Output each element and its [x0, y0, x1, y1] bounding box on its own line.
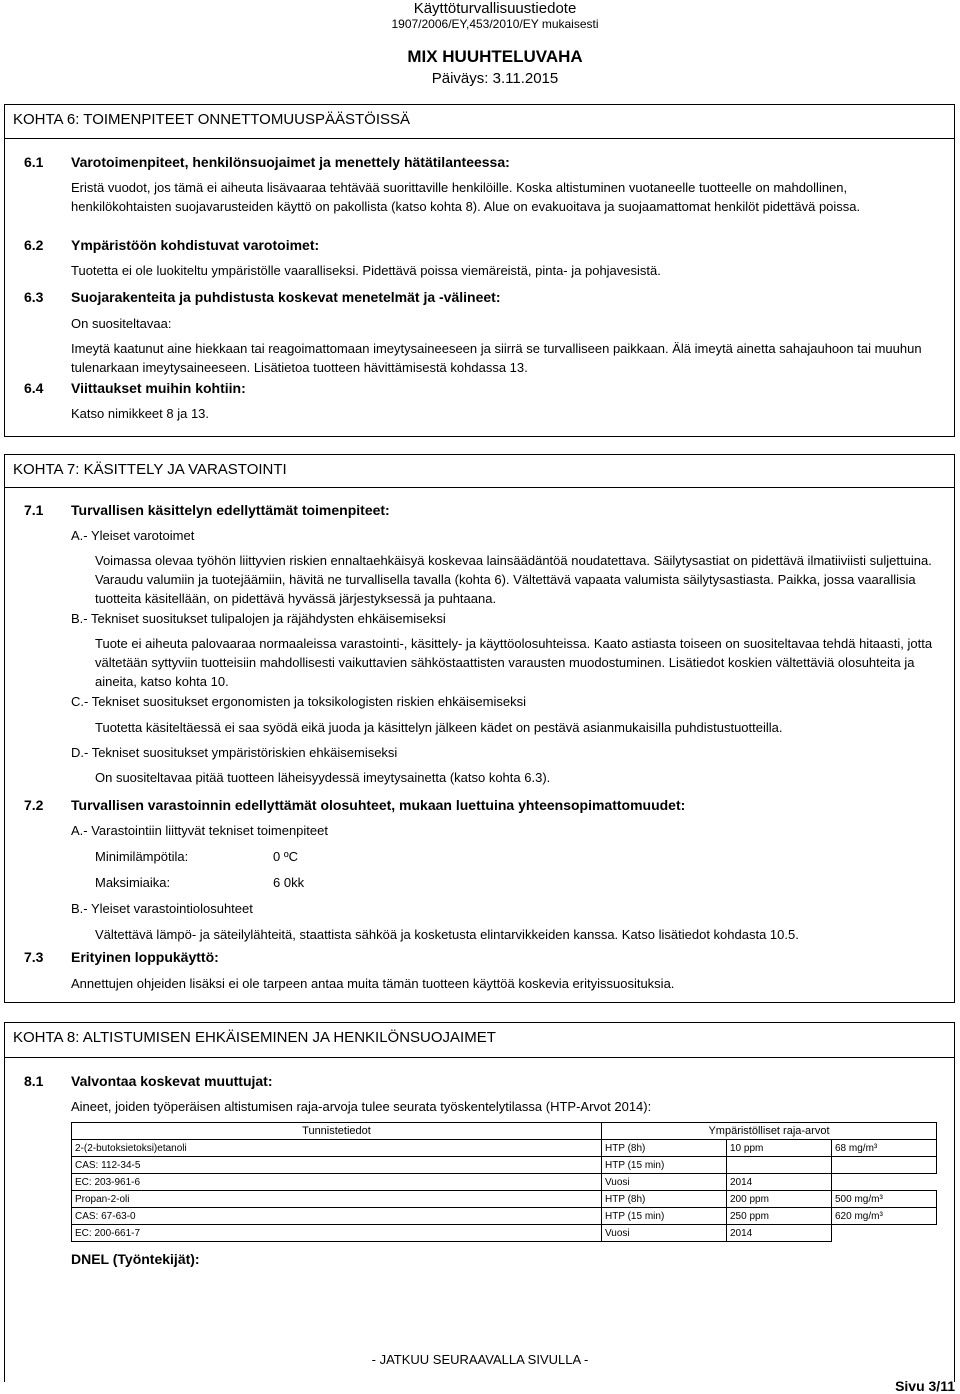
section-7-title: KOHTA 7: KÄSITTELY JA VARASTOINTI [13, 461, 287, 478]
table-cell: 2014 [727, 1174, 832, 1191]
subsection-6-3-intro: On suositeltavaa: [71, 316, 172, 331]
max-time-value: 6 0kk [273, 875, 305, 890]
table-cell: HTP (8h) [602, 1191, 727, 1208]
min-temp-value: 0 ºC [273, 849, 298, 864]
table-row [72, 1140, 937, 1157]
table-cell: HTP (15 min) [602, 1157, 727, 1174]
table-cell: 10 ppm [727, 1140, 832, 1157]
subsection-7-3-number: 7.3 [24, 949, 44, 965]
table-cell: HTP (15 min) [602, 1208, 727, 1225]
table-header-limits: Ympäristölliset raja-arvot [602, 1123, 937, 1140]
subsection-6-1-number: 6.1 [24, 154, 44, 170]
subsection-7-1-d-label: D.- Tekniset suositukset ympäristöriskien ehkäisemiseksi [71, 745, 398, 760]
subsection-7-2-title: Turvallisen varastoinnin edellyttämät olosuhteet, mukaan luettuina yhteensopimattomuudet: [71, 797, 686, 813]
subsection-6-3-title: Suojarakenteita ja puhdistusta koskevat menetelmät ja -välineet: [71, 289, 501, 305]
table-cell: CAS: 67-63-0 [72, 1208, 602, 1225]
table-row [72, 1157, 937, 1174]
subsection-6-4-title: Viittaukset muihin kohtiin: [71, 380, 246, 396]
table-cell: Vuosi [602, 1225, 727, 1242]
divider [4, 1057, 955, 1058]
subsection-7-1-c-label: C.- Tekniset suositukset ergonomisten ja toksikologisten riskien ehkäisemiseksi [71, 694, 526, 709]
table-cell: 2014 [727, 1225, 832, 1242]
subsection-6-4-number: 6.4 [24, 380, 44, 396]
table-cell: 200 ppm [727, 1191, 832, 1208]
subsection-8-1-title: Valvontaa koskevat muuttujat: [71, 1073, 273, 1089]
table-cell: EC: 203-961-6 [72, 1174, 602, 1191]
table-cell: Vuosi [602, 1174, 727, 1191]
table-header-row [72, 1123, 937, 1140]
table-cell [727, 1157, 832, 1174]
section-8-title: KOHTA 8: ALTISTUMISEN EHKÄISEMINEN JA HENKILÖNSUOJAIMET [13, 1029, 496, 1046]
product-name: MIX HUUHTELUVAHA [407, 47, 583, 66]
table-row [72, 1174, 937, 1191]
subsection-7-3-title: Erityinen loppukäyttö: [71, 949, 219, 965]
subsection-7-2-number: 7.2 [24, 797, 44, 813]
subsection-6-4-text: Katso nimikkeet 8 ja 13. [71, 406, 210, 421]
subsection-6-2-title: Ympäristöön kohdistuvat varotoimet: [71, 237, 320, 253]
subsection-7-2-b-text: Vältettävä lämpö- ja säteilylähteitä, staattista sähköä ja kosketusta elintarvikkeiden kanssa. Katso lisätiedot kohdasta 10.5. [95, 927, 799, 942]
table-cell [832, 1225, 937, 1242]
subsection-8-1-number: 8.1 [24, 1073, 44, 1089]
subsection-7-1-title: Turvallisen käsittelyn edellyttämät toimenpiteet: [71, 502, 390, 518]
table-row [72, 1208, 937, 1225]
min-temp-label: Minimilämpötila: [95, 849, 189, 864]
subsection-7-1-number: 7.1 [24, 502, 44, 518]
document-date: Päiväys: 3.11.2015 [431, 70, 559, 87]
table-cell: Propan-2-oli [72, 1191, 602, 1208]
table-cell: EC: 200-661-7 [72, 1225, 602, 1242]
subsection-6-2-number: 6.2 [24, 237, 44, 253]
subsection-7-2-b-label: B.- Yleiset varastointiolosuhteet [71, 901, 253, 916]
table-cell: 620 mg/m³ [832, 1208, 937, 1225]
table-cell: CAS: 112-34-5 [72, 1157, 602, 1174]
table-cell: 68 mg/m³ [832, 1140, 937, 1157]
table-cell: 2-(2-butoksietoksi)etanoli [72, 1140, 602, 1157]
subsection-7-1-a-text: Voimassa olevaa työhön liittyvien riskien ennaltaehkäisyä koskevaa lainsäädäntöä noudatettava. Säilytysastiat on pidettävä ilmatiiviisti suljettuina. Varaudu valumiin ja tuotejäämiin, hävitä ne turvallisella tavalla (kohta 6). Vältettävä vapaata valumista säilytysastiasta. Paikka, jossa vaarallisia tuotteita käsitellään, on pidettävä hyvässä järjestyksessä ja puhtaana. [95, 553, 932, 606]
table-cell: HTP (8h) [602, 1140, 727, 1157]
subsection-7-1-b-label: B.- Tekniset suositukset tulipalojen ja räjähdysten ehkäisemiseksi [71, 611, 446, 626]
subsection-7-1-b-text: Tuote ei aiheuta palovaaraa normaaleissa varastointi-, käsittely- ja käyttöolosuhteissa. Kaato astiasta toiseen on suositeltavaa tehdä hitaasti, jotta vältetään syttyviin tuotteisiin mahdollisesti vaikuttavien sähköstaattisten varausten muodostuminen. Lisätiedot koskien vältettäviä olosuhteita ja aineita, katso kohta 10. [95, 636, 933, 689]
subsection-8-1-text: Aineet, joiden työperäisen altistumisen raja-arvoja tulee seurata työskentelytilassa (HTP-Arvot 2014): [71, 1099, 652, 1114]
table-cell: 500 mg/m³ [832, 1191, 937, 1208]
table-row [72, 1225, 937, 1242]
table-cell: 250 ppm [727, 1208, 832, 1225]
subsection-6-2-text: Tuotetta ei ole luokiteltu ympäristölle vaaralliseksi. Pidettävä poissa viemäreistä, pinta- ja pohjavesistä. [71, 263, 661, 278]
divider [4, 138, 955, 139]
subsection-6-3-number: 6.3 [24, 289, 44, 305]
subsection-7-3-text: Annettujen ohjeiden lisäksi ei ole tarpeen antaa muita tämän tuotteen käyttöä koskevia erityissuosituksia. [71, 976, 675, 991]
subsection-7-1-a-label: A.- Yleiset varotoimet [71, 528, 195, 543]
regulation-text: 1907/2006/EY,453/2010/EY mukaisesti [391, 17, 599, 31]
dnel-heading: DNEL (Työntekijät): [71, 1251, 200, 1267]
table-row [72, 1191, 937, 1208]
subsection-6-1-title: Varotoimenpiteet, henkilönsuojaimet ja menettely hätätilanteessa: [71, 154, 510, 170]
table-cell [832, 1157, 937, 1174]
exposure-limits-table [71, 1122, 937, 1242]
page-number: Sivu 3/11 [895, 1378, 955, 1394]
max-time-label: Maksimiaika: [95, 875, 171, 890]
subsection-7-1-d-text: On suositeltavaa pitää tuotteen läheisyydessä imeytysainetta (katso kohta 6.3). [95, 770, 551, 785]
section-6-title: KOHTA 6: TOIMENPITEET ONNETTOMUUSPÄÄSTÖISSÄ [13, 111, 411, 128]
subsection-6-1-text: Eristä vuodot, jos tämä ei aiheuta lisävaaraa tehtävää suorittaville henkilöille. Koska altistuminen vuotaneelle tuotteelle on mahdollinen, henkilökohtaisten suojavarusteiden käyttö on pakollista (katso kohta 8). Alue on evakuoitava ja suojaamattomat henkilöt pidettävä poissa. [71, 180, 861, 214]
subsection-7-2-a-label: A.- Varastointiin liittyvät tekniset toimenpiteet [71, 823, 328, 838]
subsection-6-3-text: Imeytä kaatunut aine hiekkaan tai reagoimattomaan imeytysaineeseen ja siirrä se turvalliseen paikkaan. Älä imeytä ainetta sahajauhoon tai muuhun tulenarkaan imeytysaineeseen. Lisätietoa tuotteen hävittämisestä kohdassa 13. [71, 341, 922, 375]
continue-note: - JATKUU SEURAAVALLA SIVULLA - [371, 1352, 589, 1367]
document-type: Käyttöturvallisuustiedote [413, 0, 577, 17]
subsection-7-1-c-text: Tuotetta käsiteltäessä ei saa syödä eikä juoda ja käsittelyn jälkeen kädet on pestävä asianmukaisilla puhdistustuotteilla. [95, 720, 783, 735]
table-cell [832, 1174, 937, 1191]
divider [4, 487, 955, 488]
table-header-identification: Tunnistetiedot [72, 1123, 602, 1140]
